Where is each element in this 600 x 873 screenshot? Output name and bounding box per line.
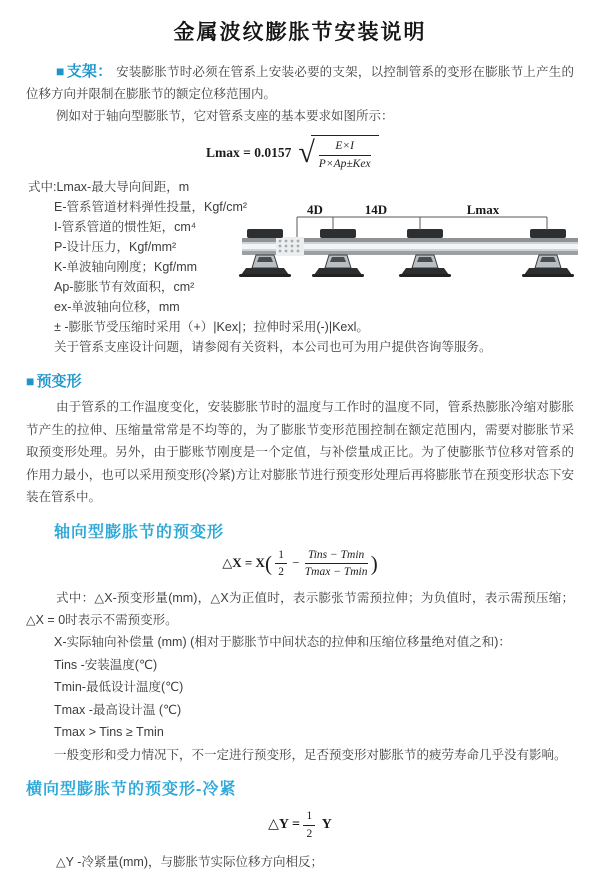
axial-explain-paragraph: 式中：△X-预变形量(mm)，△X为正值时，表示膨张节需预拉伸；为负值时，表示需预压缩；△X = 0时表示不需预变形。 — [26, 591, 574, 628]
axial-predeform-heading: 轴向型膨胀节的预变形 — [54, 523, 225, 541]
square-root-expression — [298, 135, 378, 171]
dim-label-4d: 4D — [307, 202, 323, 217]
open-paren: ( — [264, 550, 272, 575]
guide-spacing-formula — [206, 135, 574, 171]
variable-line: X-实际轴向补偿量 (mm) (相对于膨胀节中间状态的拉伸和压缩位移量绝对值之和)： — [54, 635, 511, 650]
axial-closing-note: 一般变形和受力情况下，不一定进行预变形，足否预变形对膨胀节的疲劳寿命几乎没有影响。 — [54, 747, 567, 762]
section-predeform-heading — [26, 371, 574, 392]
formula-numerator: E×I — [319, 139, 371, 155]
definition-line: Ap-膨胀节有效面积，cm² — [54, 280, 195, 294]
temperature-fraction: $\frac{\text{Tins − Tmin}}{Tmax - Tmin}$ — [304, 548, 368, 578]
radical-sign-icon: √ — [298, 136, 315, 170]
dim-label-lmax: Lmax — [466, 202, 500, 217]
predeform-body-paragraph: 由于管系的工作温度变化，安装膨胀节时的温度与工作时的温度不同，管系热膨胀冷缩对膨胀节产生的拉伸、压缩量常常是不均等的，为了膨胀节变形范围控制在额定范围内，需要对膨胀节采取预变形处理。另外，由于膨账节刚度是一个定值，与补偿量成正比。为了使膨胀节位移对管系的作用力最小，也可以采用预变形(冷紧)方让对膨胀节进行预变形处理后再将膨胀节在预变形状态下安装在管系中。 — [26, 400, 574, 504]
definition-line: 关于管系支座设计问题，请参阅有关资料，本公司也可为用户提供咨询等服务。 — [54, 340, 492, 354]
formula-lhs: △X = X — [222, 554, 265, 570]
definition-line: ex-单波轴向位移，mm — [54, 300, 180, 314]
support-intro-paragraph — [26, 60, 574, 105]
lateral-note-line: △Y -冷紧量(mm)，与膨胀节实际位移方向相反； — [56, 855, 324, 869]
bellows-graphic — [276, 237, 304, 256]
lateral-predeform-heading: 横向型膨胀节的预变形-冷紧 — [26, 781, 237, 799]
variable-line: Tmin-最低设计温度(℃) — [54, 680, 184, 695]
one-half-fraction: $\frac{1}{2}$ — [303, 809, 315, 841]
page-title: 金属波纹膨胀节安装说明 — [173, 21, 427, 44]
formula-denominator: P×Ap±Kex — [318, 157, 371, 170]
section-predeform-label: 预变形 — [36, 373, 82, 390]
definition-line: ± -膨胀节受压缩时采用（+）|Kex|；拉伸时采用(-)|Kexl。 — [54, 320, 369, 334]
formula-lhs: Lmax = 0.0157 — [206, 145, 292, 160]
axial-predeform-formula — [26, 548, 574, 580]
section-support-heading — [56, 63, 112, 80]
support-intro-text: 安装膨胀节时必须在管系上安装必要的支架，以控制管系的变形在膨胀节上产生的位移方向并限制在膨胀节的额定位移范围内。 — [26, 65, 574, 101]
variable-line: Tmax -最高设计温 (℃) — [54, 702, 182, 717]
support-example-text: 例如对于轴向型膨胀节，它对管系支座的基本要求如图所示： — [56, 109, 394, 123]
variable-line: Tmax > Tins ≥ Tmin — [54, 725, 164, 740]
support-spacing-diagram — [240, 201, 600, 303]
definition-line: P-设计压力，Kgf/mm² — [54, 240, 177, 254]
minus-sign: − — [292, 555, 300, 571]
symbol-definitions-block — [26, 177, 574, 359]
definition-line: 式中:Lmax-最大导向间距，m — [28, 180, 190, 194]
variable-line: Tins -安装温度(℃) — [54, 657, 158, 672]
close-paren: ) — [370, 550, 378, 575]
one-half-fraction: $\frac{1}{2}$ — [275, 548, 287, 580]
definition-line: I-管系管道的惯性矩，cm⁴ — [54, 220, 197, 234]
section-support-label: 支架： — [66, 63, 113, 80]
dim-label-14d: 14D — [364, 202, 388, 217]
definition-line: K-单波轴向刚度；Kgf/mm — [54, 260, 198, 274]
lateral-predeform-formula — [26, 809, 574, 841]
formula-lhs: △Y = — [268, 817, 300, 833]
section-square-icon: ■ — [56, 63, 65, 79]
definition-line: E-管系管道材料弹性投量，Kgf/cm² — [54, 200, 248, 214]
axial-variable-lines — [26, 631, 574, 766]
formula-rhs: Y — [321, 817, 332, 833]
section-square-icon: ■ — [26, 373, 35, 389]
